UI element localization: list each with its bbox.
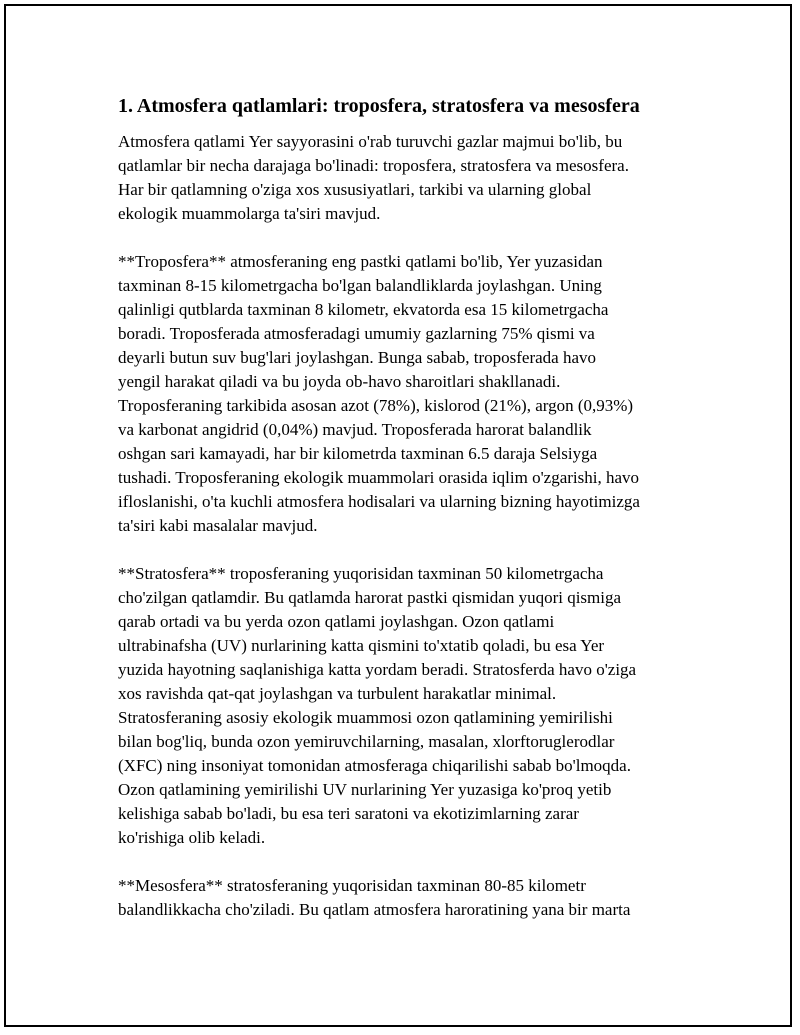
- text-line: tushadi. Troposferaning ekologik muammolari orasida iqlim o'zgarishi, havo: [118, 468, 640, 487]
- paragraph-mesosfera: [118, 874, 718, 922]
- text-line: ifloslanishi, o'ta kuchli atmosfera hodisalari va ularning bizning hayotimizga: [118, 492, 640, 511]
- text-line: Har bir qatlamning o'ziga xos xususiyatlari, tarkibi va ularning global: [118, 180, 592, 199]
- text-line: ko'rishiga olib keladi.: [118, 828, 266, 847]
- text-line: (XFC) ning insoniyat tomonidan atmosferaga chiqarilishi sabab bo'lmoqda.: [118, 756, 631, 775]
- text-line: Atmosfera qatlami Yer sayyorasini o'rab turuvchi gazlar majmui bo'lib, bu: [118, 132, 623, 151]
- paragraph-troposfera: [118, 250, 718, 538]
- text-line: va karbonat angidrid (0,04%) mavjud. Troposferada harorat balandlik: [118, 420, 592, 439]
- paragraph-stratosfera: [118, 562, 718, 850]
- section-heading: 1. Atmosfera qatlamlari: troposfera, stratosfera va mesosfera: [118, 95, 640, 117]
- text-line: qatlamlar bir necha darajaga bo'linadi: troposfera, stratosfera va mesosfera.: [118, 156, 629, 175]
- text-line: deyarli butun suv bug'lari joylashgan. Bunga sabab, troposferada havo: [118, 348, 597, 367]
- document-body: [118, 94, 718, 922]
- text-line: cho'zilgan qatlamdir. Bu qatlamda harorat pastki qismidan yuqori qismiga: [118, 588, 622, 607]
- text-line: bilan bog'liq, bunda ozon yemiruvchilarning, masalan, xlorftoruglerodlar: [118, 732, 615, 751]
- text-line: ta'siri kabi masalalar mavjud.: [118, 516, 318, 535]
- text-line: Troposferaning tarkibida asosan azot (78%), kislorod (21%), argon (0,93%): [118, 396, 634, 415]
- text-line: ekologik muammolarga ta'siri mavjud.: [118, 204, 381, 223]
- text-line: Stratosferaning asosiy ekologik muammosi ozon qatlamining yemirilishi: [118, 708, 613, 727]
- text-line: **Stratosfera** troposferaning yuqorisidan taxminan 50 kilometrgacha: [118, 564, 604, 583]
- text-line: balandlikkacha cho'ziladi. Bu qatlam atmosfera haroratining yana bir marta: [118, 900, 631, 919]
- text-line: **Troposfera** atmosferaning eng pastki qatlami bo'lib, Yer yuzasidan: [118, 252, 603, 271]
- text-line: oshgan sari kamayadi, har bir kilometrda taxminan 6.5 daraja Selsiyga: [118, 444, 598, 463]
- text-line: kelishiga sabab bo'ladi, bu esa teri saratoni va ekotizimlarning zarar: [118, 804, 579, 823]
- text-line: yuzida hayotning saqlanishiga katta yordam beradi. Stratosferda havo o'ziga: [118, 660, 637, 679]
- text-line: xos ravishda qat-qat joylashgan va turbulent harakatlar minimal.: [118, 684, 557, 703]
- text-line: qalinligi qutblarda taxminan 8 kilometr, ekvatorda esa 15 kilometrgacha: [118, 300, 609, 319]
- text-line: ultrabinafsha (UV) nurlarining katta qismini to'xtatib qoladi, bu esa Yer: [118, 636, 605, 655]
- text-line: yengil harakat qiladi va bu joyda ob-havo sharoitlari shakllanadi.: [118, 372, 561, 391]
- paragraph-intro: [118, 130, 718, 226]
- text-line: **Mesosfera** stratosferaning yuqorisidan taxminan 80-85 kilometr: [118, 876, 586, 895]
- text-line: boradi. Troposferada atmosferadagi umumiy gazlarning 75% qismi va: [118, 324, 595, 343]
- text-line: qarab ortadi va bu yerda ozon qatlami joylashgan. Ozon qatlami: [118, 612, 555, 631]
- text-line: taxminan 8-15 kilometrgacha bo'lgan balandliklarda joylashgan. Uning: [118, 276, 602, 295]
- text-line: Ozon qatlamining yemirilishi UV nurlarining Yer yuzasiga ko'proq yetib: [118, 780, 612, 799]
